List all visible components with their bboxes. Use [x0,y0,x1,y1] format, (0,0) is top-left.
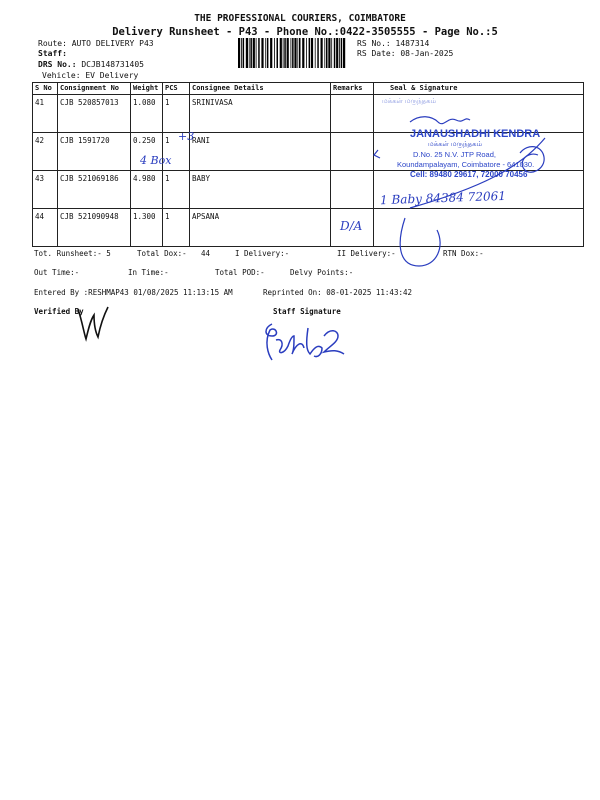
barcode-bar [249,38,250,68]
rs-date-value: 08-Jan-2025 [400,49,454,58]
col-seal-signature: Seal & Signature [374,83,584,95]
cell-remarks [331,133,374,171]
barcode-bar [246,38,248,68]
delvy-points: Delvy Points:- [290,268,354,277]
barcode-bar [241,38,242,68]
staff-label: Staff: [38,49,67,58]
cell-consignee: SRINIVASA [190,95,331,133]
barcode-bar [258,38,260,68]
cell-remarks [331,95,374,133]
cell-consignee: APSANA [190,209,331,247]
barcode-bar [261,38,263,68]
stamp-address: D.No. 25 N.V. JTP Road, [413,150,496,159]
cell-weight: 1.080 [131,95,163,133]
route-label: Route: [38,39,67,48]
barcode-bar [267,38,269,68]
col-remarks: Remarks [331,83,374,95]
barcode-bar [256,38,257,68]
tot-runsheet: Tot. Runsheet:- 5 [34,249,111,258]
rs-date-line [357,49,453,58]
barcode-bar [253,38,255,68]
cell-pcs: 1 [163,209,190,247]
barcode-image [238,38,346,68]
barcode-bar [341,38,343,68]
barcode-bar [299,38,301,68]
handwritten-seal-note: 1 Baby 84384 72061 [379,188,507,208]
rs-no-line [357,39,429,48]
cell-sno: 42 [33,133,58,171]
in-time: In Time:- [128,268,169,277]
table-header-row [33,83,584,95]
drs-value: DCJB148731405 [81,60,144,69]
total-dox-value: 44 [201,249,211,258]
col-consignment: Consignment No [58,83,131,95]
rs-date-label: RS Date: [357,49,396,58]
barcode-bar [339,38,340,68]
route-value: AUTO DELIVERY P43 [71,39,154,48]
barcode-bar [328,38,330,68]
barcode-bar [283,38,284,68]
barcode-bar [326,38,328,68]
cell-consignment: CJB 521090948 [58,209,131,247]
cell-consignment: CJB 521069186 [58,171,131,209]
barcode-bar [309,38,311,68]
cell-consignee: RANI [190,133,331,171]
cell-pcs: 1 [163,171,190,209]
vehicle-value: EV Delivery [85,71,139,80]
stamp-cell: Cell: 89480 29617, 72000 70456 [410,170,528,179]
barcode-bar [343,38,345,68]
drs-line [38,60,144,69]
total-pod: Total POD:- [215,268,265,277]
ii-delivery: II Delivery:- [337,249,396,258]
barcode-bar [270,38,272,68]
cell-weight: 1.300 [131,209,163,247]
vehicle-label: Vehicle: [42,71,81,80]
rs-no-label: RS No.: [357,39,391,48]
barcode-bar [294,38,296,68]
cell-weight: 4.980 [131,171,163,209]
col-weight: Weight [131,83,163,95]
cell-sno: 43 [33,171,58,209]
cell-remarks [331,171,374,209]
handwritten-box-note: 4 Box [140,154,172,167]
verified-by-label: Verified By [34,307,84,316]
handwritten-remark: D/A [340,219,363,233]
barcode-bar [331,38,332,68]
barcode-bar [311,38,313,68]
barcode-bar [238,38,240,68]
barcode-bar [265,38,266,68]
stamp-area: Koundampalayam, Coimbatore - 641030. [397,160,535,169]
cell-sno: 41 [33,95,58,133]
barcode-bar [284,38,286,68]
entered-by: Entered By :RESHMAP43 01/08/2025 11:13:15 AM [34,288,233,297]
barcode-bar [306,38,307,68]
barcode-bar [315,38,316,68]
cell-pcs: 1 [163,133,190,171]
drs-label: DRS No.: [38,60,77,69]
col-pcs: PCS [163,83,190,95]
barcode-bar [334,38,336,68]
rtn-dox: RTN Dox:- [443,249,484,258]
staff-signature-label: Staff Signature [273,307,341,316]
cell-consignment: CJB 1591720 [58,133,131,171]
barcode-bar [336,38,338,68]
barcode-bar [291,38,292,68]
barcode-bar [321,38,323,68]
runsheet-title: Delivery Runsheet - P43 - Phone No.:0422-3505555 - Page No.:5 [112,26,498,38]
barcode-bar [280,38,282,68]
barcode-bar [302,38,304,68]
barcode-bar [292,38,294,68]
barcode-bar [250,38,252,68]
cell-consignment: CJB 520857013 [58,95,131,133]
handwritten-pcs-note: +3 [178,130,195,143]
cell-consignee: BABY [190,171,331,209]
barcode-bar [243,38,245,68]
rs-no-value: 1487314 [395,39,430,48]
col-consignee: Consignee Details [190,83,331,95]
i-delivery: I Delivery:- [235,249,290,258]
out-time: Out Time:- [34,268,80,277]
route-line [38,39,154,48]
barcode-bar [297,38,298,68]
stamp-top-text: மக்கள் மருந்தகம் [382,98,437,105]
col-sno: S No [33,83,58,95]
company-name: THE PROFESSIONAL COURIERS, COIMBATORE [194,13,406,24]
verified-signature [72,303,112,343]
cell-sno: 44 [33,209,58,247]
stamp-name: JANAUSHADHI KENDRA [410,128,541,140]
staff-signature [258,318,353,363]
reprinted-on: Reprinted On: 08-01-2025 11:43:42 [263,288,413,297]
total-dox-label: Total Dox:- [137,249,187,258]
cell-weight: 0.250 [131,133,163,171]
cell-pcs: 1 [163,95,190,133]
vehicle-line [42,71,138,80]
barcode-bar [274,38,275,68]
barcode-bar [287,38,289,68]
barcode-bar [317,38,319,68]
handwritten-signature-strokes [370,98,585,268]
stamp-tamil: மக்கள் மருந்தகம் [428,141,483,148]
barcode-bar [277,38,279,68]
barcode-bar [324,38,325,68]
